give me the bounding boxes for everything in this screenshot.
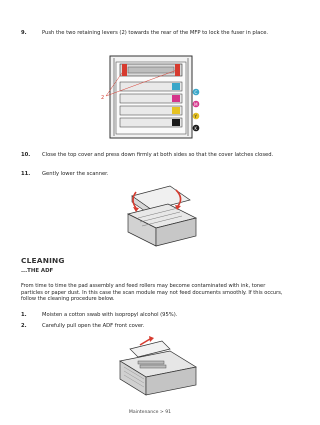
step-text: Gently lower the scanner. bbox=[42, 171, 109, 177]
step-text: Close the top cover and press down firmly at both sides so that the cover latches closed. bbox=[42, 152, 274, 158]
step-text: Push the two retaining levers (2) towards the rear of the MFP to lock the fuser in place. bbox=[42, 30, 269, 36]
cleaning-heading: CLEANING bbox=[21, 256, 65, 265]
step-number: 9. bbox=[21, 30, 27, 36]
adf-cover-illustration bbox=[110, 335, 202, 400]
adf-subheading: ...THE ADF bbox=[21, 268, 54, 274]
svg-text:C: C bbox=[194, 89, 198, 95]
step-number: 2. bbox=[21, 323, 27, 329]
svg-text:K: K bbox=[194, 125, 198, 131]
scanner-lowering-illustration bbox=[118, 180, 202, 250]
step-text: Moisten a cotton swab with isopropyl alcohol (95%). bbox=[42, 312, 178, 318]
step-number: 10. bbox=[21, 152, 31, 158]
step-number: 1. bbox=[21, 312, 27, 318]
right-lever bbox=[175, 64, 180, 76]
svg-text:Y: Y bbox=[194, 113, 197, 119]
left-lever bbox=[122, 64, 127, 76]
svg-text:M: M bbox=[194, 101, 198, 107]
callout-number: 2 bbox=[101, 95, 105, 101]
fuser-lever-illustration bbox=[100, 50, 210, 140]
step-number: 11. bbox=[21, 171, 31, 177]
step-text: Carefully pull open the ADF front cover. bbox=[42, 323, 145, 329]
adf-paragraph: From time to time the pad assembly and feed rollers may become contaminated with ink, toner particles or paper dust. In this case the scan module may not feed documents smoothly. If this occurs, follow the cleaning procedure below. bbox=[21, 283, 283, 303]
page-footer: Maintenance > 91 bbox=[128, 410, 172, 415]
